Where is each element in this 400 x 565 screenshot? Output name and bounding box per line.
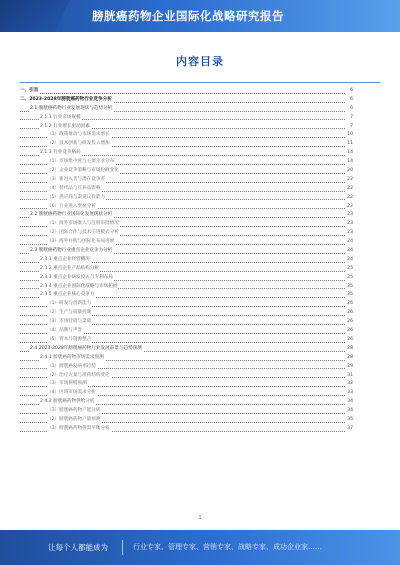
toc-entry-page: 24 xyxy=(345,247,353,256)
toc-entry-page: 37 xyxy=(345,425,353,434)
toc-entry-page: 32 xyxy=(345,380,353,389)
toc-entry-page: 24 xyxy=(345,256,353,265)
toc-entry[interactable] xyxy=(20,363,353,372)
toc-entry-title: （1）膀胱癌药物产能分析 xyxy=(47,407,101,416)
toc-entry-page: 23 xyxy=(345,229,353,238)
toc-entry-page: 25 xyxy=(345,265,353,274)
toc-entry-title: 二、2023-2028年膀胱癌药物行业竞争分析 xyxy=(20,96,113,105)
toc-entry-title: 2.1.3 行业竞争格局 xyxy=(40,149,82,158)
report-title: 膀胱癌药物企业国际化战略研究报告 xyxy=(92,9,284,23)
toc-entry[interactable] xyxy=(20,416,353,425)
toc-entry-page: 25 xyxy=(345,283,353,292)
toc-entry-page: 28 xyxy=(345,345,353,354)
toc-entry-page: 26 xyxy=(345,309,353,318)
toc-entry-page: 14 xyxy=(345,149,353,158)
toc-entry[interactable] xyxy=(20,220,353,229)
toc-entry[interactable] xyxy=(20,380,353,389)
toc-entry-page: 11 xyxy=(345,140,353,149)
footer-slogan: 让每个人都能成为 xyxy=(48,543,108,552)
toc-entry-title: （5）供应商与渠道议价能力 xyxy=(47,194,106,203)
toc-entry-page: 14 xyxy=(345,158,353,167)
toc-entry[interactable] xyxy=(20,123,353,132)
toc-entry[interactable] xyxy=(20,354,353,363)
toc-entry-page: 28 xyxy=(345,354,353,363)
toc-entry-page: 10 xyxy=(345,131,353,140)
toc-entry-title: 2.4.2 膀胱癌药物供给分析 xyxy=(40,398,96,407)
toc-entry[interactable] xyxy=(20,256,353,265)
toc-entry-title: （1）市场集中度与主要企业分布 xyxy=(47,158,115,167)
toc-entry-title: （1）政策推动与市场需求增长 xyxy=(47,131,111,140)
toc-entry[interactable] xyxy=(20,274,353,283)
toc-entry[interactable] xyxy=(20,203,353,212)
toc-entry-page: 26 xyxy=(345,300,353,309)
toc-entry[interactable] xyxy=(20,247,353,256)
toc-entry-page: 22 xyxy=(345,203,353,212)
toc-entry-title: （1）海外市场准入与注册审批情况 xyxy=(47,220,120,229)
toc-entry[interactable] xyxy=(20,336,353,345)
toc-entry[interactable] xyxy=(20,345,353,354)
toc-entry[interactable] xyxy=(20,389,353,398)
toc-entry-title: 2.3 膀胱癌药物行业重点企业竞争力分析 xyxy=(30,247,113,256)
toc-entry[interactable] xyxy=(20,291,353,300)
table-of-contents xyxy=(20,87,353,434)
toc-entry-page: 20 xyxy=(345,167,353,176)
toc-entry[interactable] xyxy=(20,87,353,96)
toc-entry-title: （3）市场营销与渠道 xyxy=(47,318,92,327)
toc-entry-title: （5）资本与资源整合 xyxy=(47,336,92,345)
toc-entry[interactable] xyxy=(20,96,353,105)
page-number: 1 xyxy=(198,516,202,521)
toc-entry[interactable] xyxy=(20,211,353,220)
toc-entry-title: 2.3.3 重点企业研发投入与专利布局 xyxy=(40,274,114,283)
toc-leader-dots xyxy=(20,93,345,94)
toc-entry-page: 26 xyxy=(345,327,353,336)
toc-entry-page: 7 xyxy=(345,123,353,132)
toc-entry[interactable] xyxy=(20,309,353,318)
toc-entry[interactable] xyxy=(20,283,353,292)
toc-entry-title: 2.1.1 行业市场规模 xyxy=(40,114,82,123)
footer-divider xyxy=(122,540,123,555)
toc-entry-page: 33 xyxy=(345,389,353,398)
toc-entry-page: 34 xyxy=(345,398,353,407)
toc-entry[interactable] xyxy=(20,140,353,149)
toc-entry-title: 2.3.5 重点企业核心竞争力 xyxy=(40,291,96,300)
page-title: 内容目录 xyxy=(176,55,224,68)
toc-entry-title: （4）替代品与互补品影响 xyxy=(47,185,101,194)
toc-entry[interactable] xyxy=(20,300,353,309)
toc-entry[interactable] xyxy=(20,372,353,381)
toc-entry-page: 22 xyxy=(345,176,353,185)
toc-entry[interactable] xyxy=(20,318,353,327)
toc-entry-page: 22 xyxy=(345,185,353,194)
toc-entry-page: 31 xyxy=(345,372,353,381)
toc-entry-title: （6）行业进入壁垒分析 xyxy=(47,203,97,212)
toc-entry-page: 6 xyxy=(345,87,353,96)
toc-entry-page: 29 xyxy=(345,363,353,372)
toc-entry-title: 2.3.1 重点企业经营概况 xyxy=(40,256,91,265)
toc-entry-page: 6 xyxy=(345,105,353,114)
toc-entry[interactable] xyxy=(20,167,353,176)
toc-entry-title: 2.1.2 行业增长驱动因素 xyxy=(40,123,91,132)
toc-entry-title: （4）品牌与声誉 xyxy=(47,327,83,336)
toc-entry[interactable] xyxy=(20,114,353,123)
toc-entry-title: （2）国际合作与技术引进模式分析 xyxy=(47,229,120,238)
toc-entry-title: （1）膀胱癌发病率趋势 xyxy=(47,363,97,372)
toc-entry-title: （1）研发与创新能力 xyxy=(47,300,92,309)
toc-entry[interactable] xyxy=(20,176,353,185)
toc-entry-title: 一、引言 xyxy=(20,87,39,96)
toc-entry-title: 2.3.4 重点企业国际化战略与市场拓展 xyxy=(40,283,118,292)
toc-entry[interactable] xyxy=(20,407,353,416)
toc-entry-title: （3）膀胱癌药物供需平衡分析 xyxy=(47,425,111,434)
toc-entry-page: 35 xyxy=(345,416,353,425)
toc-entry-page: 34 xyxy=(345,407,353,416)
title-divider xyxy=(20,82,380,83)
toc-entry-page: 26 xyxy=(345,318,353,327)
toc-entry[interactable] xyxy=(20,194,353,203)
toc-entry-title: 2.3.2 重点企业产品结构分析 xyxy=(40,265,100,274)
toc-entry-title: （2）膀胱癌药物产量预测 xyxy=(47,416,101,425)
toc-entry-title: （3）新进入者与潜在竞争者 xyxy=(47,176,106,185)
toc-entry-title: 2.2 膀胱癌药物行业国际化发展现状分析 xyxy=(30,211,113,220)
toc-entry-page: 24 xyxy=(345,238,353,247)
toc-entry-page: 6 xyxy=(345,96,353,105)
toc-entry-title: （3）市场规模预测 xyxy=(47,380,88,389)
toc-entry[interactable] xyxy=(20,158,353,167)
toc-entry-page: 22 xyxy=(345,194,353,203)
toc-entry[interactable] xyxy=(20,327,353,336)
toc-entry[interactable] xyxy=(20,398,353,407)
toc-entry-page: 26 xyxy=(345,336,353,345)
toc-entry[interactable] xyxy=(20,425,353,434)
toc-entry[interactable] xyxy=(20,238,353,247)
toc-entry-title: （3）海外并购与国际化布局进展 xyxy=(47,238,115,247)
toc-entry[interactable] xyxy=(20,131,353,140)
toc-entry[interactable] xyxy=(20,185,353,194)
toc-entry-page: 7 xyxy=(345,114,353,123)
toc-entry-page: 25 xyxy=(345,274,353,283)
toc-entry-title: 2.1 膀胱癌药物行业发展现状与趋势分析 xyxy=(30,105,113,114)
toc-entry[interactable] xyxy=(20,105,353,114)
toc-entry-title: （2）生产与质量控制 xyxy=(47,309,92,318)
footer-tagline: 行业专家、管理专家、营销专家、战略专家、成功企业家…… xyxy=(133,543,322,551)
toc-entry-page: 23 xyxy=(345,211,353,220)
toc-entry-title: （2）治疗方案与用药结构变化 xyxy=(47,372,111,381)
toc-entry-title: （4）区域市场需求分析 xyxy=(47,389,97,398)
toc-entry[interactable] xyxy=(20,265,353,274)
toc-entry-page: 25 xyxy=(345,291,353,300)
toc-entry-title: 2.4 2023-2028年膀胱癌药物行业发展前景与趋势预测 xyxy=(30,345,143,354)
toc-entry-title: 2.4.1 膀胱癌药物市场需求预测 xyxy=(40,354,105,363)
toc-entry-title: （2）企业竞争策略与市场份额变化 xyxy=(47,167,120,176)
toc-entry-title: （2）技术创新与研发投入增加 xyxy=(47,140,111,149)
toc-entry[interactable] xyxy=(20,229,353,238)
toc-entry[interactable] xyxy=(20,149,353,158)
toc-entry-page: 23 xyxy=(345,220,353,229)
